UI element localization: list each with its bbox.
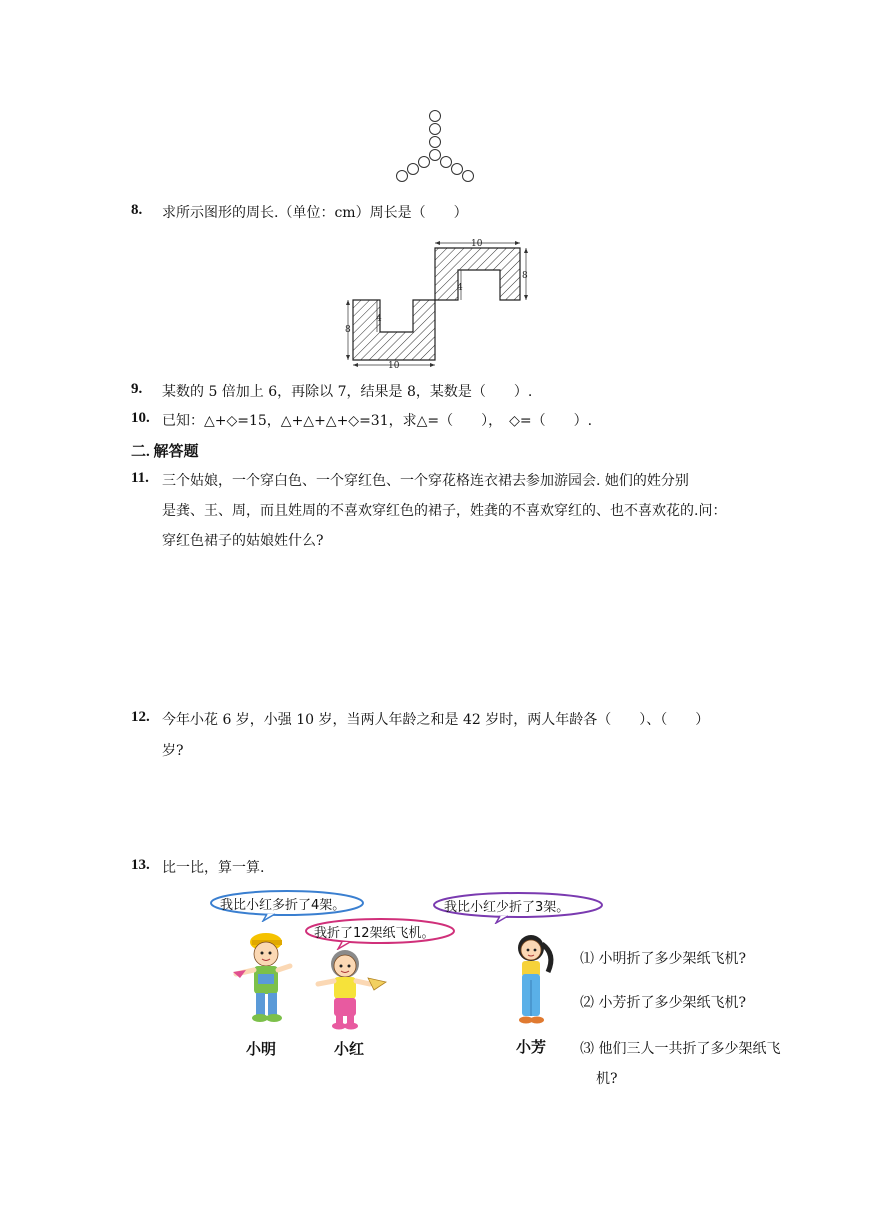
- perimeter-figure: [340, 236, 540, 372]
- question-12-line1: 今年小花 6 岁，小强 10 岁，当两人年龄之和是 42 岁时，两人年龄各（ ）、（ ）: [162, 712, 710, 728]
- name-xiaofang: 小芳: [516, 1038, 547, 1056]
- girl-xiaohong-illustration: [310, 944, 390, 1032]
- question-11-line1: 三个姑娘，一个穿白色、一个穿红色、一个穿花格连衣裙去参加游园会. 她们的姓分别: [162, 473, 689, 489]
- question-number-8: 8.: [131, 202, 143, 218]
- question-11-line2: 是龚、王、周，而且姓周的不喜欢穿红色的裙子，姓龚的不喜欢穿红的、也不喜欢花的.问：: [162, 503, 727, 519]
- question-11-line3: 穿红色裙子的姑娘姓什么?: [162, 533, 324, 549]
- bubble-3-text: 我比小红少折了3架。: [444, 900, 570, 915]
- question-12-line2: 岁?: [162, 743, 184, 759]
- question-number-10: 10.: [131, 410, 150, 426]
- label-top: 10: [471, 239, 483, 249]
- section-title: 二. 解答题: [131, 444, 199, 460]
- sub-question-2: ⑵ 小芳折了多少架纸飞机?: [580, 995, 746, 1011]
- label-inner-upper: 4: [457, 283, 463, 293]
- question-number-13: 13.: [131, 857, 150, 873]
- question-9-text: 某数的 5 倍加上 6，再除以 7，结果是 8，某数是（ ）.: [162, 384, 533, 400]
- label-left: 8: [345, 325, 351, 335]
- label-inner-lower: 4: [376, 314, 382, 324]
- question-13-text: 比一比，算一算.: [162, 860, 265, 876]
- question-10-text: 已知：△+◇=15，△+△+△+◇=31，求△=（ ）， ◇=（ ）.: [162, 413, 593, 429]
- bubble-2-text: 我折了12架纸飞机。: [314, 926, 435, 941]
- bubble-1-text: 我比小红多折了4架。: [220, 898, 346, 913]
- sub-question-3: ⑶ 他们三人一共折了多少架纸飞: [580, 1041, 781, 1057]
- question-number-11: 11.: [131, 470, 149, 486]
- question-number-12: 12.: [131, 709, 150, 725]
- circle-y-figure: [390, 105, 480, 187]
- label-right: 8: [522, 271, 528, 281]
- name-xiaohong: 小红: [334, 1040, 365, 1058]
- girl-xiaofang-illustration: [504, 930, 564, 1030]
- name-xiaoming: 小明: [246, 1040, 277, 1058]
- question-number-9: 9.: [131, 381, 143, 397]
- boy-xiaoming-illustration: [228, 930, 302, 1028]
- question-8-text: 求所示图形的周长.（单位：cm）周长是（ ）: [162, 205, 468, 221]
- sub-question-3-cont: 机?: [596, 1071, 618, 1087]
- sub-question-1: ⑴ 小明折了多少架纸飞机?: [580, 951, 746, 967]
- label-bottom: 10: [388, 361, 400, 371]
